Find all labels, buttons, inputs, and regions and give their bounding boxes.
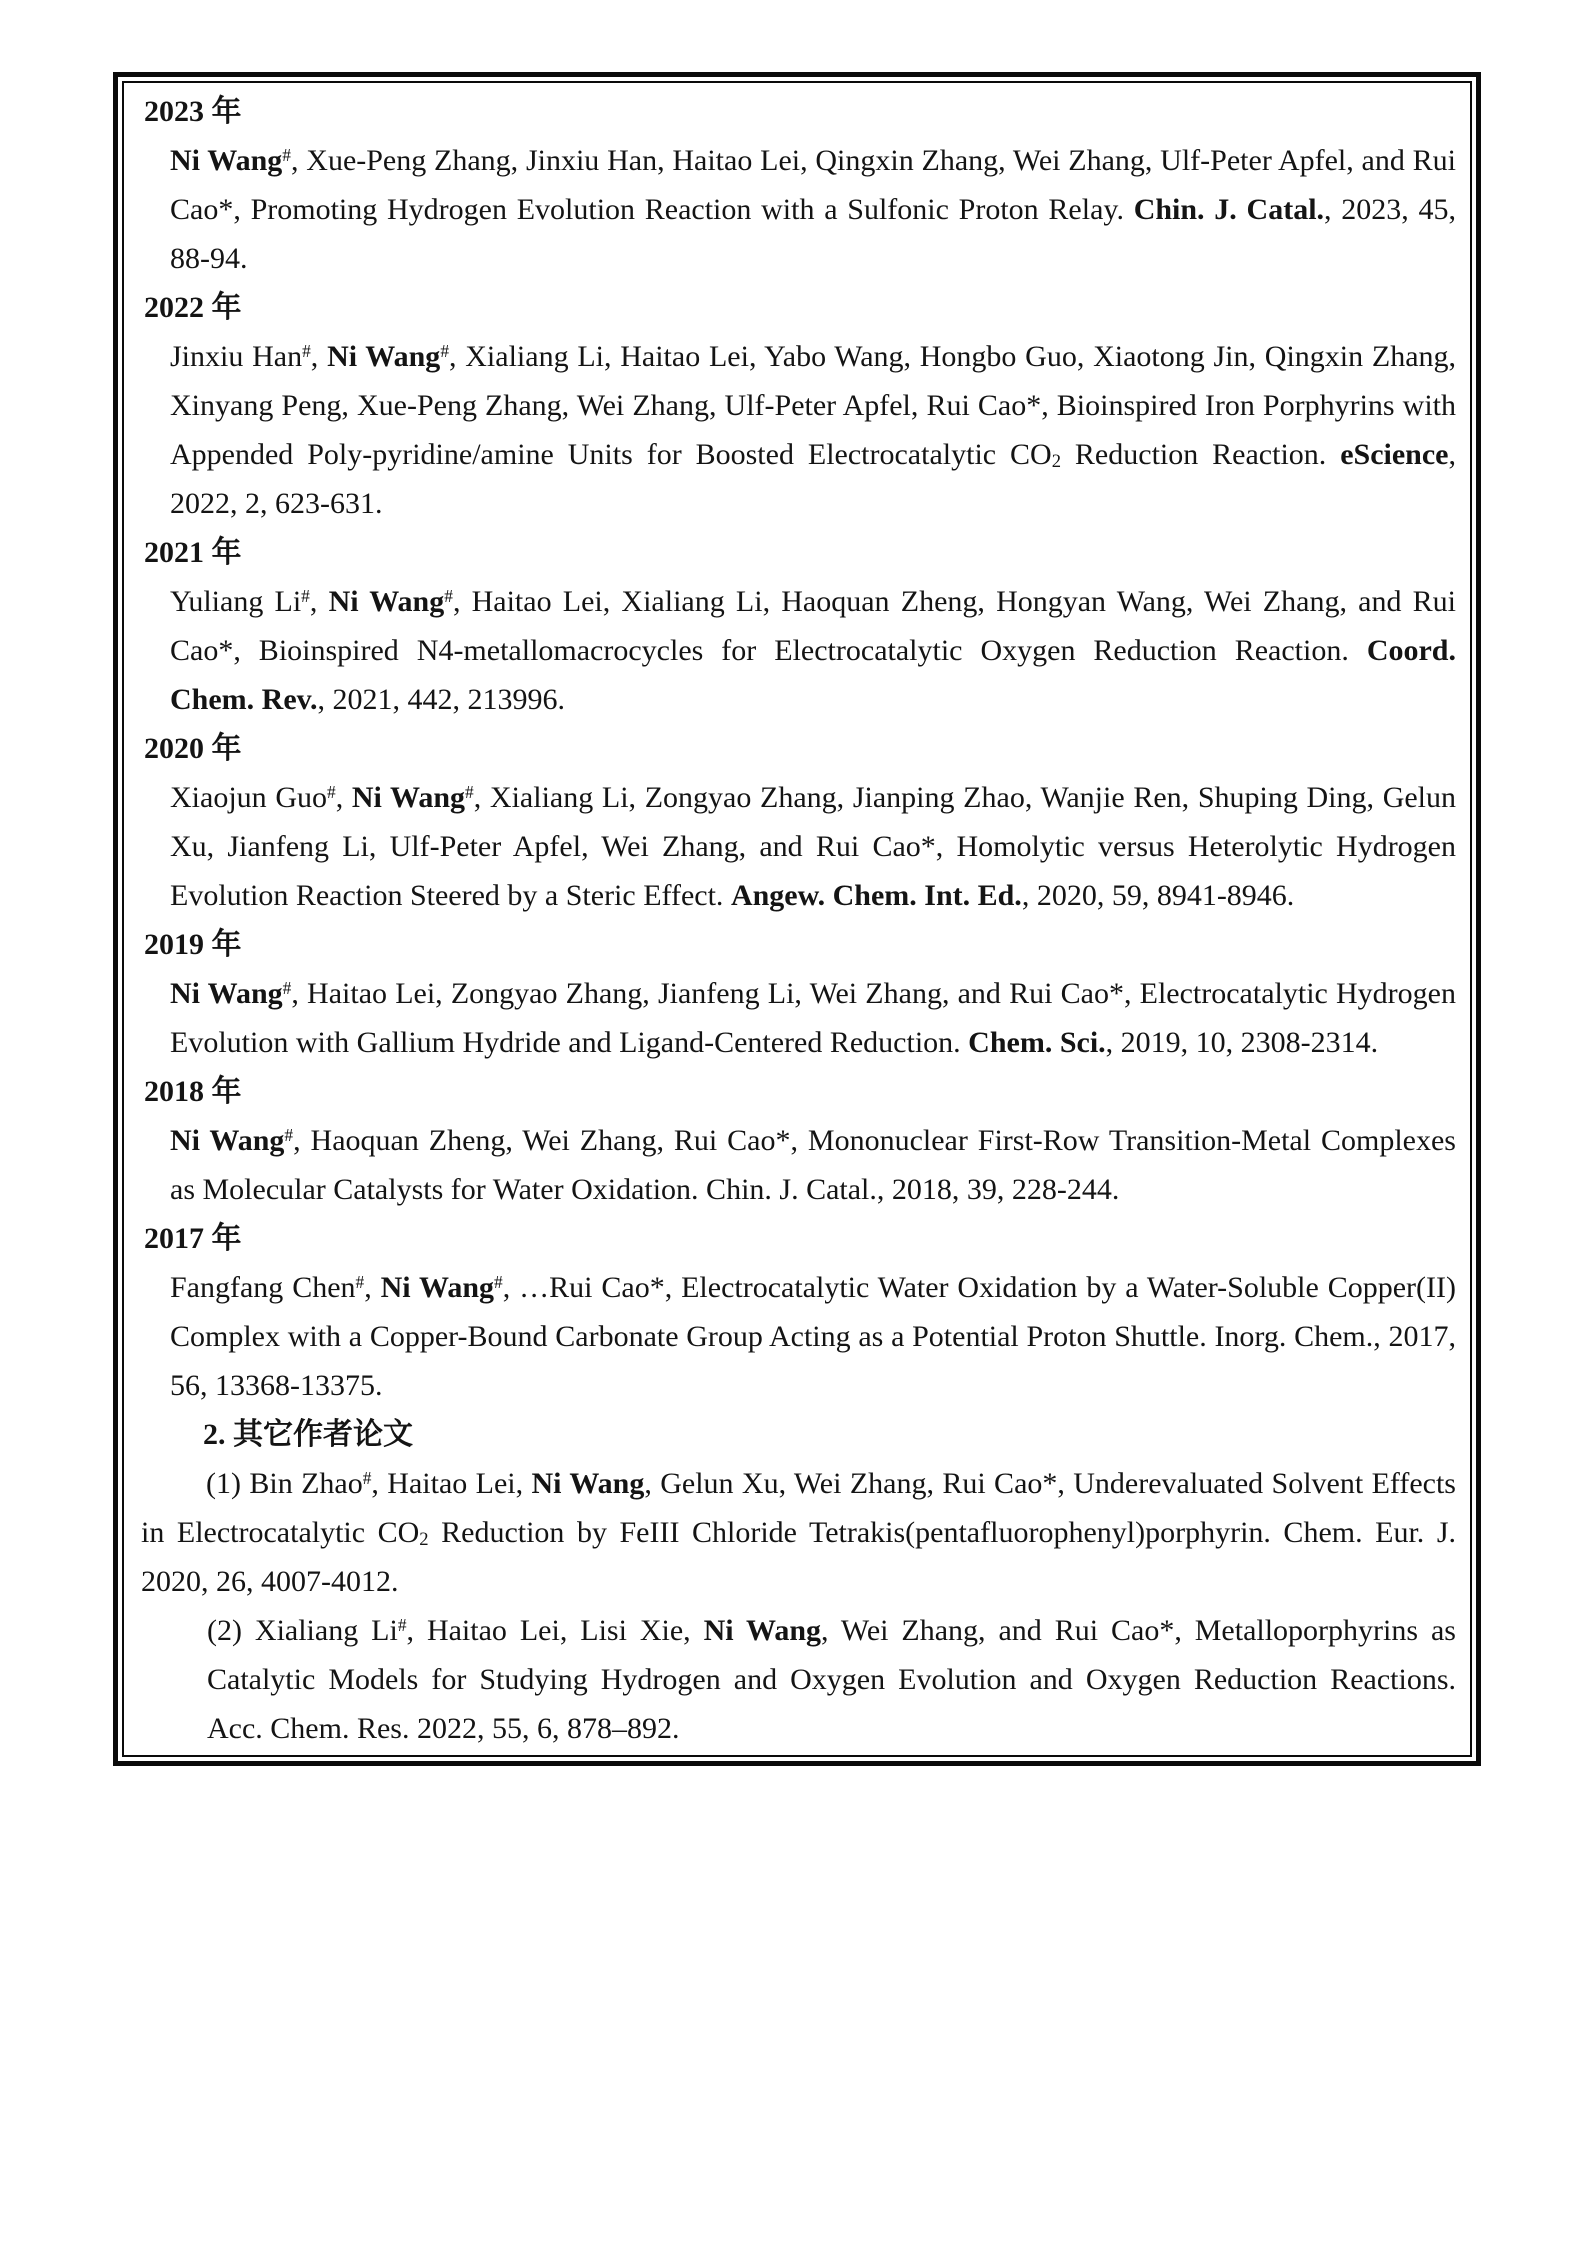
publication-entry-2023-1 <box>170 136 1456 283</box>
year-heading-2023 <box>144 87 1456 136</box>
superscript-mark: # <box>362 1468 372 1489</box>
publication-entry-2022-1 <box>170 332 1456 528</box>
text-segment: Yuliang Li <box>170 585 302 618</box>
text-segment: (2) Xialiang Li <box>207 1614 398 1647</box>
text-segment: Fangfang Chen <box>170 1271 356 1304</box>
text-segment: Ni Wang <box>170 144 283 177</box>
text-segment: 2017 年 <box>144 1222 242 1255</box>
text-segment: , Xue-Peng Zhang, Jinxiu Han, Haitao Lei, Qingxin Zhang, Wei Zhang, Ulf-Peter Apfel, and Rui Cao*, Promoting Hydrogen Evolution Reaction with a Sulfonic Proton Relay. <box>170 144 1456 226</box>
superscript-mark: # <box>282 978 292 999</box>
text-segment: Reduction Reaction. <box>1061 438 1341 471</box>
text-segment: , Haitao Lei, Zongyao Zhang, Jianfeng Li, Wei Zhang, and Rui Cao*, Electrocatalytic Hydrogen Evolution with Gallium Hydride and Ligand-Centered Reduction. <box>170 977 1456 1059</box>
text-segment: Ni Wang <box>703 1614 822 1647</box>
section-heading-other-author-papers <box>141 1410 1456 1459</box>
text-segment: , <box>364 1271 381 1304</box>
text-segment: , 2023, 45, 88-94. <box>170 193 1457 275</box>
text-segment: Chem. Sci. <box>968 1026 1106 1059</box>
text-segment: , …Rui Cao*, Electrocatalytic Water Oxidation by a Water-Soluble Copper(II) Complex with a Copper-Bound Carbonate Group Acting as a Potential Proton Shuttle. Inorg. Chem., 2017, 56, 13368-13375. <box>170 1271 1456 1402</box>
superscript-mark: # <box>327 782 336 803</box>
year-heading-2020 <box>144 724 1456 773</box>
publication-entry-2019-1 <box>170 969 1456 1067</box>
text-segment: , Haitao Lei, Lisi Xie, <box>406 1614 704 1647</box>
publication-entry-2017-1 <box>170 1263 1456 1410</box>
text-segment: , <box>309 585 329 618</box>
superscript-mark: # <box>302 341 311 362</box>
text-segment: 2022 年 <box>144 291 242 324</box>
text-segment: Chin. J. Catal. <box>1133 193 1325 226</box>
text-segment: , 2019, 10, 2308-2314. <box>1105 1026 1379 1059</box>
text-segment: Ni Wang <box>170 977 283 1010</box>
year-heading-2017 <box>144 1214 1456 1263</box>
text-segment: 2019 年 <box>144 928 242 961</box>
text-segment: , 2020, 59, 8941-8946. <box>1021 879 1295 912</box>
text-segment: , Haoquan Zheng, Wei Zhang, Rui Cao*, Mononuclear First-Row Transition-Metal Complexes as Molecular Catalysts for Water Oxidation. Chin. J. Catal., 2018, 39, 228-244. <box>170 1124 1456 1206</box>
text-segment: Jinxiu Han <box>170 340 303 373</box>
text-segment: Ni Wang <box>351 781 466 814</box>
superscript-mark: # <box>284 1125 294 1146</box>
document-double-border-frame <box>113 72 1481 1766</box>
text-segment: 2021 年 <box>144 536 242 569</box>
text-segment: Ni Wang <box>531 1467 645 1500</box>
publication-entry-2021-1 <box>170 577 1456 724</box>
text-segment: , 2022, 2, 623-631. <box>170 438 1456 520</box>
text-segment: (1) Bin Zhao <box>206 1467 363 1500</box>
text-segment: , Gelun Xu, Wei Zhang, Rui Cao*, Underevaluated Solvent Effects in Electrocatalytic CO <box>141 1467 1456 1549</box>
superscript-mark: # <box>282 145 291 166</box>
subscript-mark: 2 <box>1051 451 1061 473</box>
text-segment: Ni Wang <box>380 1271 495 1304</box>
publication-entry-2018-1 <box>170 1116 1456 1214</box>
superscript-mark: # <box>301 586 310 607</box>
superscript-mark: # <box>440 341 450 362</box>
text-segment: eScience <box>1340 438 1449 471</box>
superscript-mark: # <box>355 1272 365 1293</box>
text-segment: Angew. Chem. Int. Ed. <box>730 879 1022 912</box>
text-segment: , 2021, 442, 213996. <box>317 683 565 716</box>
text-segment: Ni Wang <box>328 585 445 618</box>
year-heading-2018 <box>144 1067 1456 1116</box>
text-segment: , <box>335 781 352 814</box>
text-segment: , Wei Zhang, and Rui Cao*, Metalloporphyrins as Catalytic Models for Studying Hydrogen and Oxygen Evolution and Oxygen Reduction Reactions. Acc. Chem. Res. 2022, 55, 6, 878–892. <box>207 1614 1456 1745</box>
publication-entry-other-2 <box>207 1606 1456 1753</box>
text-segment: Ni Wang <box>170 1124 285 1157</box>
text-segment: 2023 年 <box>144 95 242 128</box>
superscript-mark: # <box>397 1615 407 1636</box>
text-segment: Ni Wang <box>327 340 441 373</box>
text-segment: , Haitao Lei, <box>371 1467 532 1500</box>
text-segment: , Xialiang Li, Zongyao Zhang, Jianping Zhao, Wanjie Ren, Shuping Ding, Gelun Xu, Jianfeng Li, Ulf-Peter Apfel, Wei Zhang, and Rui Cao*, Homolytic versus Heterolytic Hydrogen Evolution Reaction Steered by a Steric Effect. <box>170 781 1457 912</box>
document-inner-border <box>122 81 1472 1757</box>
text-segment: , Xialiang Li, Haitao Lei, Yabo Wang, Hongbo Guo, Xiaotong Jin, Qingxin Zhang, Xinyang Peng, Xue-Peng Zhang, Wei Zhang, Ulf-Peter Apfel, Rui Cao*, Bioinspired Iron Porphyrins with Appended Poly-pyridine/amine Units for Boosted Electrocatalytic CO <box>170 340 1457 471</box>
year-heading-2022 <box>144 283 1456 332</box>
text-segment: , <box>310 340 328 373</box>
year-heading-2019 <box>144 920 1456 969</box>
publication-entry-2020-1 <box>170 773 1456 920</box>
year-heading-2021 <box>144 528 1456 577</box>
superscript-mark: # <box>465 782 474 803</box>
publication-entry-other-1 <box>141 1459 1456 1606</box>
text-segment: Coord. Chem. Rev. <box>170 634 1456 716</box>
superscript-mark: # <box>444 586 453 607</box>
text-segment: Xiaojun Guo <box>170 781 327 814</box>
text-segment: , Haitao Lei, Xialiang Li, Haoquan Zheng, Hongyan Wang, Wei Zhang, and Rui Cao*, Bioinspired N4-metallomacrocycles for Electrocatalytic Oxygen Reduction Reaction. <box>170 585 1456 667</box>
text-segment: Reduction by FeIII Chloride Tetrakis(pentafluorophenyl)porphyrin. Chem. Eur. J. 2020, 26, 4007-4012. <box>141 1516 1456 1598</box>
text-segment: 2018 年 <box>144 1075 242 1108</box>
text-segment: 2020 年 <box>144 732 242 765</box>
superscript-mark: # <box>494 1272 503 1293</box>
text-segment: 2. 其它作者论文 <box>203 1418 413 1451</box>
publication-list <box>141 87 1456 1753</box>
subscript-mark: 2 <box>419 1529 429 1551</box>
